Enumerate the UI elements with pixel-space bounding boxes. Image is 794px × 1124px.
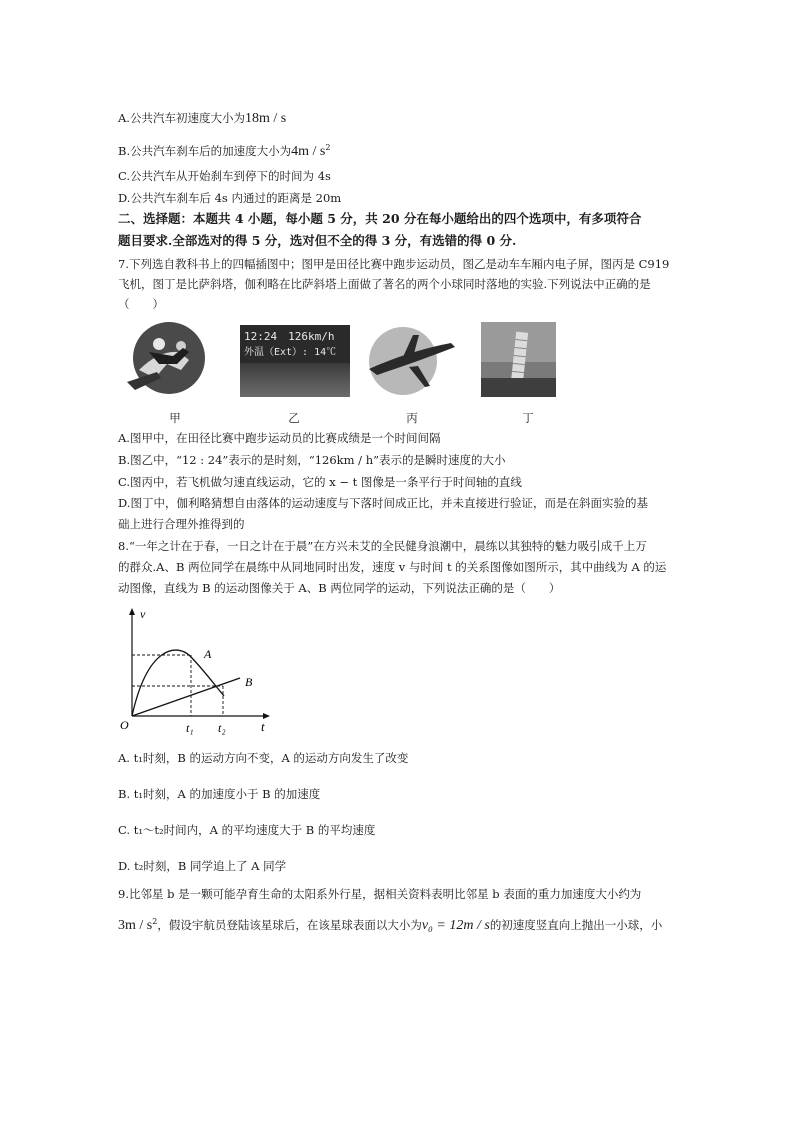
q8-stem-1: 8.“一年之计在于春，一日之计在于晨”在方兴未艾的全民健身浪潮中，晨练以其独特的魅力吸引成千上万 xyxy=(118,539,647,553)
section2-line2: 题目要求.全部选对的得 5 分，选对但不全的得 3 分，有选错的得 0 分. xyxy=(118,233,517,248)
q9-line-2-mid: ，假设宇航员登陆该星球后，在该星球表面以大小为 xyxy=(157,917,422,932)
graph-line-b xyxy=(132,678,240,716)
graph-t2-label: t₂ xyxy=(218,721,226,735)
image-pisa-tower xyxy=(481,322,556,397)
q7-option-d-2: 础上进行合理外推得到的 xyxy=(118,517,245,531)
graph-curve-a-label: A xyxy=(204,647,212,661)
image-airplane xyxy=(363,327,458,397)
section2-line1: 二、选择题：本题共 4 小题，每小题 5 分，共 20 分在每小题给出的四个选项中，有多项符合 xyxy=(118,211,642,226)
image-sprinters xyxy=(119,322,211,396)
q7-option-a: A.图甲中，在田径比赛中跑步运动员的比赛成绩是一个时间间隔 xyxy=(118,431,441,445)
q6-option-b xyxy=(118,140,330,160)
q6-option-b-value: 4m / s xyxy=(291,143,326,159)
q9-line-2 xyxy=(118,914,662,934)
image-train-screen xyxy=(240,325,350,397)
q6-option-c: C.公共汽车从开始刹车到停下的时间为 4s xyxy=(118,169,331,183)
q8-stem-2: 的群众.A、B 两位同学在晨练中从同地同时出发，速度 v 与时间 t 的关系图像如图所示，其中曲线为 A 的运 xyxy=(118,560,667,574)
q7-stem-1: 7.下列选自教科书上的四幅插图中；图甲是田径比赛中跑步运动员，图乙是动车车厢内电子屏，图丙是 C919 xyxy=(118,257,670,271)
q6-option-d: D.公共汽车刹车后 4s 内通过的距离是 20m xyxy=(118,191,342,205)
q9-line-2-end: 的初速度竖直向上抛出一小球，小 xyxy=(489,917,663,932)
graph-t-label: t xyxy=(261,719,265,734)
q7-stem-2: 飞机，图丁是比萨斜塔，伽利略在比萨斜塔上面做了著名的两个小球同时落地的实验.下列说法中正确的是 xyxy=(118,277,651,291)
graph-line-b-label: B xyxy=(245,675,253,689)
q9-gravity-sup: 2 xyxy=(152,917,158,926)
q7-option-d-1: D.图丁中，伽利略猜想自由落体的运动速度与下落时间成正比，并未直接进行验证，而是在斜面实验的基 xyxy=(118,496,648,510)
graph-origin-label: O xyxy=(120,718,129,732)
q8-vt-graph xyxy=(118,604,278,738)
caption-jia: 甲 xyxy=(169,411,181,425)
caption-ding: 丁 xyxy=(522,411,534,425)
q6-option-b-sup: 2 xyxy=(325,143,331,152)
q6-option-a xyxy=(118,110,286,127)
q9-line-1: 9.比邻星 b 是一颗可能孕育生命的太阳系外行星，据相关资料表明比邻星 b 表面的重力加速度大小约为 xyxy=(118,887,642,901)
screen-line-2: 外温（Ext）: 14℃ xyxy=(244,347,337,358)
q8-option-c: C. t₁～t₂时间内，A 的平均速度大于 B 的平均速度 xyxy=(118,823,376,837)
q6-option-b-text: B.公共汽车刹车后的加速度大小为 xyxy=(118,143,292,158)
screen-line-1: 12:24 126km/h xyxy=(244,330,335,343)
caption-bing: 丙 xyxy=(406,411,418,425)
q8-option-d: D. t₂时刻，B 同学追上了 A 同学 xyxy=(118,859,287,873)
q7-stem-3: （ ） xyxy=(118,297,164,311)
graph-v-arrow xyxy=(129,608,135,615)
graph-t1-label: t₁ xyxy=(186,721,194,735)
q8-option-a: A. t₁时刻，B 的运动方向不变，A 的运动方向发生了改变 xyxy=(118,751,409,765)
q8-stem-3: 动图像，直线为 B 的运动图像关于 A、B 两位同学的运动，下列说法正确的是（ ） xyxy=(118,581,561,595)
q8-option-b: B. t₁时刻，A 的加速度小于 B 的加速度 xyxy=(118,787,321,801)
q6-option-a-text: A.公共汽车初速度大小为 xyxy=(118,111,245,125)
q7-option-b: B.图乙中，“12 : 24”表示的是时刻，“126km / h”表示的是瞬时速度的大小 xyxy=(118,453,506,467)
q9-v0-value: v₀ = 12m / s xyxy=(421,917,490,933)
graph-v-label: v xyxy=(140,607,146,621)
q9-gravity-value: 3m / s xyxy=(118,917,153,933)
caption-yi: 乙 xyxy=(288,411,300,425)
q6-option-a-value: 18m / s xyxy=(244,111,287,126)
q7-option-c: C.图丙中，若飞机做匀速直线运动，它的 x − t 图像是一条平行于时间轴的直线 xyxy=(118,475,522,489)
